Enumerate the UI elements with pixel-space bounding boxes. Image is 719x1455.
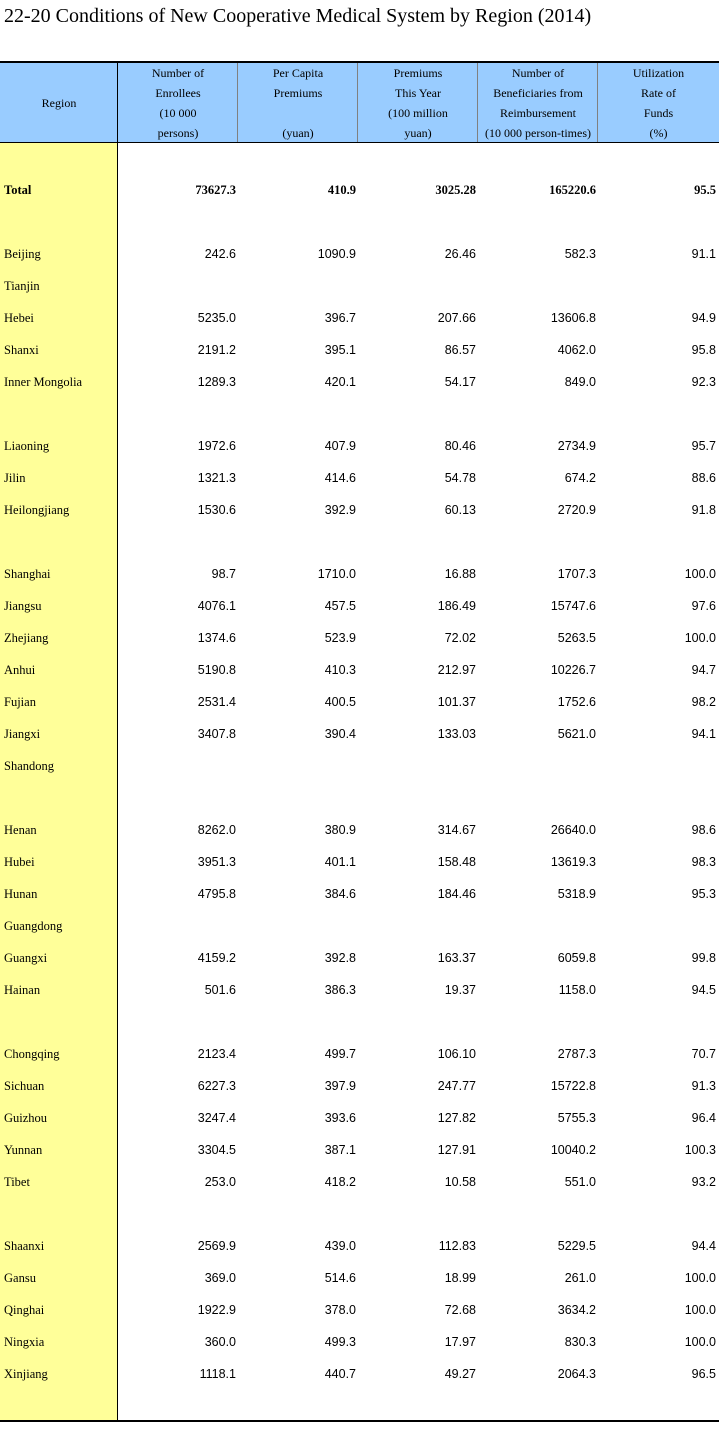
table-row [0, 885, 719, 905]
cell-beneficiaries: 1752.6 [557, 695, 596, 709]
region-column-band [0, 143, 118, 1421]
cell-beneficiaries: 1707.3 [557, 567, 596, 581]
cell-beneficiaries: 674.2 [564, 471, 596, 485]
cell-utilization: 95.8 [691, 343, 716, 357]
cell-enrollees: 6227.3 [197, 1079, 236, 1093]
cell-beneficiaries: 5229.5 [557, 1239, 596, 1253]
cell-premiums: 247.77 [437, 1079, 476, 1093]
region-name: Tibet [4, 1175, 30, 1189]
cell-utilization: 97.6 [691, 599, 716, 613]
header-line: This Year [394, 86, 441, 100]
table-row [0, 725, 719, 745]
cell-beneficiaries: 2064.3 [557, 1367, 596, 1381]
cell-per-capita: 439.0 [324, 1239, 356, 1253]
region-name: Tianjin [4, 279, 40, 293]
header-line: Number of [511, 66, 565, 80]
cell-enrollees: 2531.4 [197, 695, 236, 709]
cell-per-capita: 407.9 [324, 439, 356, 453]
cell-premiums: 186.49 [437, 599, 476, 613]
cell-per-capita: 1090.9 [317, 247, 356, 261]
table-row [0, 661, 719, 681]
cell-per-capita: 387.1 [324, 1143, 356, 1157]
header-line [297, 103, 300, 123]
cell-enrollees: 2191.2 [197, 343, 236, 357]
cell-utilization: 94.4 [691, 1239, 716, 1253]
cell-premiums: 19.37 [444, 983, 476, 997]
table-row [0, 597, 719, 617]
cell-beneficiaries: 2734.9 [557, 439, 596, 453]
cell-per-capita: 440.7 [324, 1367, 356, 1381]
table-row [0, 245, 719, 265]
cell-premiums: 10.58 [444, 1175, 476, 1189]
cell-per-capita: 386.3 [324, 983, 356, 997]
region-name: Hainan [4, 983, 41, 997]
cell-beneficiaries: 5621.0 [557, 727, 596, 741]
cell-premiums: 314.67 [437, 823, 476, 837]
cell-per-capita: 400.5 [324, 695, 356, 709]
cell-per-capita: 410.9 [327, 183, 356, 197]
cell-utilization: 91.8 [691, 503, 716, 517]
region-name: Liaoning [4, 439, 50, 453]
region-name: Qinghai [4, 1303, 45, 1317]
table-row [0, 949, 719, 969]
cell-beneficiaries: 13619.3 [550, 855, 596, 869]
cell-premiums: 16.88 [444, 567, 476, 581]
cell-enrollees: 2569.9 [197, 1239, 236, 1253]
cell-beneficiaries: 165220.6 [549, 183, 596, 197]
cell-per-capita: 401.1 [324, 855, 356, 869]
header-line: Rate of [641, 86, 676, 100]
cell-utilization: 96.5 [691, 1367, 716, 1381]
region-name: Sichuan [4, 1079, 45, 1093]
cell-enrollees: 1972.6 [197, 439, 236, 453]
region-name: Henan [4, 823, 37, 837]
table-row [0, 373, 719, 393]
cell-utilization: 95.3 [691, 887, 716, 901]
cell-beneficiaries: 2720.9 [557, 503, 596, 517]
cell-per-capita: 457.5 [324, 599, 356, 613]
table-row [0, 1301, 719, 1321]
header-premiums [358, 63, 478, 143]
table-row [0, 277, 719, 297]
cell-premiums: 72.02 [444, 631, 476, 645]
header-line: Number of [151, 66, 205, 80]
cell-premiums: 163.37 [437, 951, 476, 965]
cell-premiums: 133.03 [437, 727, 476, 741]
cell-utilization: 98.2 [691, 695, 716, 709]
region-name: Zhejiang [4, 631, 49, 645]
table-row [0, 693, 719, 713]
cell-beneficiaries: 5755.3 [557, 1111, 596, 1125]
cell-beneficiaries: 10040.2 [550, 1143, 596, 1157]
cell-premiums: 112.83 [438, 1239, 476, 1253]
region-name: Beijing [4, 247, 41, 261]
cell-utilization: 94.9 [691, 311, 716, 325]
cell-utilization: 98.6 [691, 823, 716, 837]
cell-premiums: 3025.28 [435, 183, 476, 197]
region-name: Jiangsu [4, 599, 42, 613]
cell-enrollees: 3304.5 [197, 1143, 236, 1157]
header-line: (10 000 [159, 106, 197, 120]
header-enrollees [118, 63, 238, 143]
cell-utilization: 70.7 [691, 1047, 716, 1061]
cell-beneficiaries: 5318.9 [557, 887, 596, 901]
table-row [0, 917, 719, 937]
cell-utilization: 94.1 [691, 727, 716, 741]
table-row [0, 437, 719, 457]
region-name: Guizhou [4, 1111, 48, 1125]
region-name: Hebei [4, 311, 34, 325]
table-row [0, 1269, 719, 1289]
cell-utilization: 93.2 [691, 1175, 716, 1189]
cell-enrollees: 3247.4 [197, 1111, 236, 1125]
table-row [0, 469, 719, 489]
cell-utilization: 100.3 [684, 1143, 716, 1157]
cell-beneficiaries: 26640.0 [550, 823, 596, 837]
cell-beneficiaries: 15722.8 [550, 1079, 596, 1093]
header-line: Per Capita [272, 66, 324, 80]
cell-per-capita: 393.6 [324, 1111, 356, 1125]
cell-premiums: 184.46 [437, 887, 476, 901]
cell-enrollees: 501.6 [204, 983, 236, 997]
region-name: Shanxi [4, 343, 39, 357]
cell-beneficiaries: 582.3 [564, 247, 596, 261]
cell-enrollees: 3407.8 [197, 727, 236, 741]
header-per-capita [238, 63, 358, 143]
table-row [0, 629, 719, 649]
cell-premiums: 80.46 [444, 439, 476, 453]
region-name: Ningxia [4, 1335, 45, 1349]
cell-premiums: 26.46 [444, 247, 476, 261]
cell-enrollees: 5190.8 [197, 663, 236, 677]
table-row [0, 821, 719, 841]
cell-enrollees: 1118.1 [199, 1367, 236, 1381]
region-name: Guangdong [4, 919, 63, 933]
cell-premiums: 18.99 [444, 1271, 476, 1285]
cell-per-capita: 384.6 [324, 887, 356, 901]
header-beneficiaries [478, 63, 598, 143]
cell-premiums: 101.37 [437, 695, 476, 709]
header-line: Enrollees [155, 86, 201, 100]
region-name: Inner Mongolia [4, 375, 83, 389]
cell-per-capita: 420.1 [324, 375, 356, 389]
table-row [0, 1045, 719, 1065]
cell-enrollees: 242.6 [204, 247, 236, 261]
header-line: Reimbursement [500, 106, 576, 120]
cell-enrollees: 3951.3 [197, 855, 236, 869]
region-name: Fujian [4, 695, 36, 709]
cell-enrollees: 253.0 [204, 1175, 236, 1189]
region-name: Jiangxi [4, 727, 41, 741]
header-line: Funds [643, 106, 674, 120]
cell-utilization: 96.4 [691, 1111, 716, 1125]
cell-premiums: 86.57 [444, 343, 476, 357]
cell-per-capita: 414.6 [324, 471, 356, 485]
header-region [0, 63, 118, 143]
cell-premiums: 212.97 [437, 663, 476, 677]
region-name: Total [4, 183, 32, 197]
cell-beneficiaries: 261.0 [564, 1271, 596, 1285]
cell-utilization: 100.0 [684, 1335, 716, 1349]
region-name: Shandong [4, 759, 54, 773]
header-line: Premiums [393, 66, 443, 80]
region-name: Heilongjiang [4, 503, 70, 517]
cell-beneficiaries: 4062.0 [557, 343, 596, 357]
cell-premiums: 49.27 [444, 1367, 476, 1381]
cell-beneficiaries: 6059.8 [557, 951, 596, 965]
table-row [0, 1077, 719, 1097]
region-name: Gansu [4, 1271, 36, 1285]
cell-per-capita: 396.7 [324, 311, 356, 325]
cell-per-capita: 499.3 [324, 1335, 356, 1349]
cell-utilization: 100.0 [684, 1303, 716, 1317]
cell-premiums: 54.17 [444, 375, 476, 389]
table-row [0, 1333, 719, 1353]
table-row [0, 1109, 719, 1129]
cell-per-capita: 380.9 [324, 823, 356, 837]
cell-per-capita: 418.2 [324, 1175, 356, 1189]
cell-per-capita: 392.8 [324, 951, 356, 965]
cell-enrollees: 1374.6 [197, 631, 236, 645]
table-row [0, 757, 719, 777]
cell-enrollees: 1922.9 [197, 1303, 236, 1317]
region-name: Hubei [4, 855, 35, 869]
cell-enrollees: 1530.6 [197, 503, 236, 517]
cell-beneficiaries: 13606.8 [550, 311, 596, 325]
cell-enrollees: 1321.3 [197, 471, 236, 485]
region-name: Shanghai [4, 567, 51, 581]
header-line: Utilization [632, 66, 685, 80]
header-utilization [598, 63, 719, 143]
cell-per-capita: 392.9 [324, 503, 356, 517]
table-row [0, 309, 719, 329]
cell-premiums: 207.66 [437, 311, 476, 325]
cell-beneficiaries: 830.3 [564, 1335, 596, 1349]
cell-beneficiaries: 3634.2 [557, 1303, 596, 1317]
cell-per-capita: 1710.0 [317, 567, 356, 581]
cell-utilization: 98.3 [691, 855, 716, 869]
cell-beneficiaries: 551.0 [564, 1175, 596, 1189]
cell-enrollees: 2123.4 [197, 1047, 236, 1061]
cell-beneficiaries: 849.0 [564, 375, 596, 389]
cell-enrollees: 369.0 [204, 1271, 236, 1285]
cell-utilization: 91.1 [691, 247, 716, 261]
cell-beneficiaries: 15747.6 [550, 599, 596, 613]
cell-enrollees: 1289.3 [197, 375, 236, 389]
cell-premiums: 127.91 [437, 1143, 476, 1157]
cell-utilization: 91.3 [691, 1079, 716, 1093]
header-line: (100 million [388, 106, 448, 120]
cell-premiums: 72.68 [444, 1303, 476, 1317]
table-row [0, 565, 719, 585]
region-name: Yunnan [4, 1143, 43, 1157]
cell-enrollees: 73627.3 [195, 183, 236, 197]
region-name: Hunan [4, 887, 38, 901]
cell-per-capita: 514.6 [324, 1271, 356, 1285]
table-row [0, 501, 719, 521]
header-line: yuan) [404, 126, 432, 140]
cell-enrollees: 98.7 [211, 567, 236, 581]
cell-beneficiaries: 2787.3 [557, 1047, 596, 1061]
table-row [0, 1173, 719, 1193]
region-name: Chongqing [4, 1047, 60, 1061]
cell-premiums: 127.82 [437, 1111, 476, 1125]
cell-enrollees: 4159.2 [197, 951, 236, 965]
cell-beneficiaries: 1158.0 [558, 983, 596, 997]
cell-beneficiaries: 5263.5 [557, 631, 596, 645]
table-title: 22-20 Conditions of New Cooperative Medical System by Region (2014) [4, 5, 592, 27]
table-row [0, 1141, 719, 1161]
cell-premiums: 106.10 [437, 1047, 476, 1061]
cell-enrollees: 5235.0 [197, 311, 236, 325]
cell-per-capita: 523.9 [324, 631, 356, 645]
cell-premiums: 54.78 [444, 471, 476, 485]
cell-enrollees: 360.0 [204, 1335, 236, 1349]
cell-utilization: 100.0 [684, 1271, 716, 1285]
header-line: Beneficiaries from [493, 86, 583, 100]
region-name: Xinjiang [4, 1367, 48, 1381]
table-row [0, 1237, 719, 1257]
cell-enrollees: 4795.8 [197, 887, 236, 901]
cell-enrollees: 8262.0 [197, 823, 236, 837]
cell-premiums: 158.48 [437, 855, 476, 869]
cell-per-capita: 397.9 [324, 1079, 356, 1093]
cell-utilization: 92.3 [691, 375, 716, 389]
cell-utilization: 95.7 [691, 439, 716, 453]
header-line: (%) [649, 126, 668, 140]
cell-enrollees: 4076.1 [197, 599, 236, 613]
cell-per-capita: 410.3 [324, 663, 356, 677]
bottom-rule [0, 1420, 719, 1422]
table-row [0, 1365, 719, 1385]
cell-utilization: 99.8 [691, 951, 716, 965]
cell-utilization: 100.0 [684, 631, 716, 645]
header-line: (yuan) [282, 126, 314, 140]
cell-beneficiaries: 10226.7 [550, 663, 596, 677]
header-line: Region [41, 96, 77, 110]
cell-per-capita: 378.0 [324, 1303, 356, 1317]
cell-per-capita: 395.1 [324, 343, 356, 357]
table-row [0, 341, 719, 361]
cell-utilization: 88.6 [691, 471, 716, 485]
cell-utilization: 94.7 [691, 663, 716, 677]
table-row [0, 981, 719, 1001]
region-name: Jilin [4, 471, 26, 485]
cell-premiums: 17.97 [444, 1335, 476, 1349]
region-name: Anhui [4, 663, 36, 677]
cell-per-capita: 390.4 [324, 727, 356, 741]
cell-utilization: 100.0 [684, 567, 716, 581]
total-row [0, 181, 719, 201]
region-name: Guangxi [4, 951, 48, 965]
table-row [0, 853, 719, 873]
header-line: (10 000 person-times) [485, 126, 591, 140]
region-name: Shaanxi [4, 1239, 45, 1253]
header-line: persons) [157, 126, 199, 140]
cell-premiums: 60.13 [444, 503, 476, 517]
cell-per-capita: 499.7 [324, 1047, 356, 1061]
cell-utilization: 95.5 [694, 183, 716, 197]
header-line: Premiums [273, 86, 323, 100]
cell-utilization: 94.5 [691, 983, 716, 997]
